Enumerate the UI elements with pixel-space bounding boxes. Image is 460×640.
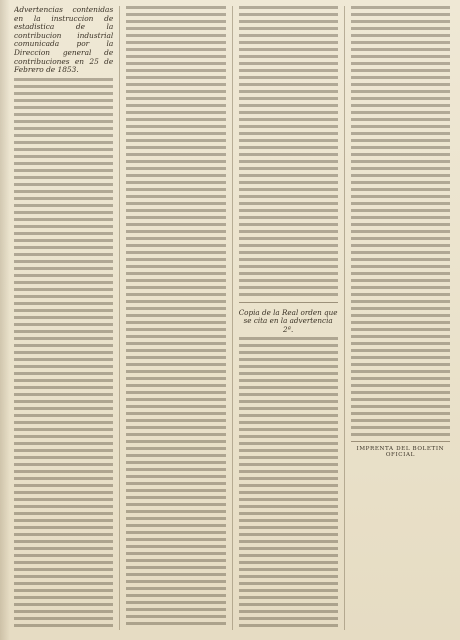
column-3-body-text-top xyxy=(239,6,338,297)
printer-imprint: IMPRENTA DEL BOLETIN OFICIAL xyxy=(356,446,445,458)
column-2 xyxy=(126,6,225,630)
document-heading: Advertencias contenidas en la instruccion de estadistica de la contribucion industrial comunicada por la Direccion general de contribuciones en 25 de Febrero de 1853. xyxy=(14,6,114,75)
text-columns xyxy=(14,6,450,630)
column-1-body-text xyxy=(14,78,113,628)
column-divider xyxy=(344,6,345,630)
column-divider xyxy=(119,6,120,630)
column-1 xyxy=(14,6,113,630)
column-divider xyxy=(232,6,233,630)
column-4-body-text xyxy=(351,6,450,436)
column-4 xyxy=(351,6,450,630)
page-edge-shadow xyxy=(0,0,10,640)
blank-area xyxy=(351,458,450,630)
imprint-rule xyxy=(351,441,450,442)
column-3 xyxy=(239,6,338,630)
column-3-body-text-bottom xyxy=(239,337,338,628)
section-rule xyxy=(239,302,338,303)
column-2-body-text xyxy=(126,6,225,628)
royal-order-subheading: Copia de la Real orden que se cita en la advertencia 2ª. xyxy=(238,307,338,334)
